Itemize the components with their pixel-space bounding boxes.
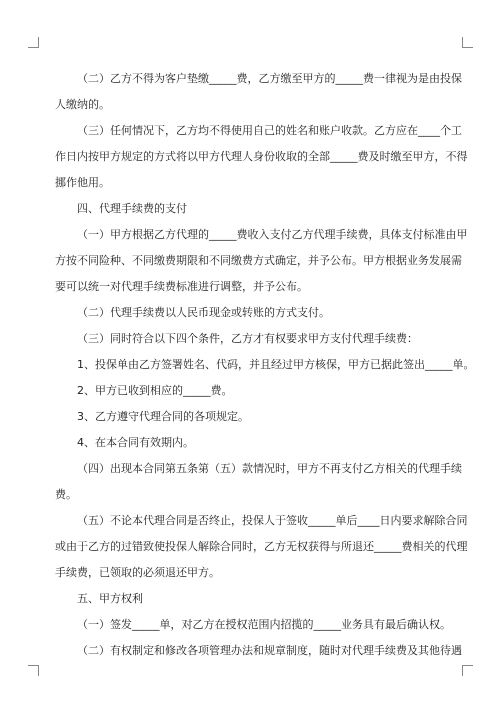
paragraph-text: （四）出现本合同第五条第（五）款情况时，甲方不再支付乙方相关的代理手续 <box>77 462 462 475</box>
paragraph-line <box>55 300 447 326</box>
paragraph-line <box>55 170 447 196</box>
paragraph-line <box>55 274 447 300</box>
paragraph-text: 2、甲方已收到相应的_____费。 <box>77 384 233 397</box>
paragraph-text: 手续费，已领取的必须退还甲方。 <box>55 566 220 579</box>
crop-mark-top-left <box>28 37 39 48</box>
paragraph-line <box>55 118 462 144</box>
paragraph-line <box>55 248 462 274</box>
paragraph-text: 费。 <box>55 488 77 501</box>
paragraph-line <box>55 612 451 638</box>
paragraph-line <box>55 482 447 508</box>
paragraph-text: 1、投保单由乙方签署姓名、代码，并且经过甲方核保，甲方已据此签出_____单。 <box>77 358 475 371</box>
paragraph-line <box>55 326 447 352</box>
paragraph-line <box>55 638 462 664</box>
paragraph-text: 挪作他用。 <box>55 176 110 189</box>
paragraph-line <box>55 196 447 222</box>
paragraph-line <box>55 586 447 612</box>
paragraph-text: 方按不同险种、不同缴费期限和不同缴费方式确定，并予公布。甲方根据业务发展需 <box>55 254 462 267</box>
paragraph-line <box>55 430 447 456</box>
paragraph-text: （三）任何情况下，乙方均不得使用自己的姓名和账户收款。乙方应在____个工 <box>77 124 462 137</box>
paragraph-text: （一）甲方根据乙方代理的_____费收入支付乙方代理手续费，具体支付标准由甲 <box>77 228 468 241</box>
paragraph-text: （二）代理手续费以人民币现金或转账的方式支付。 <box>77 306 330 319</box>
paragraph-text: （二）乙方不得为客户垫缴_____费，乙方缴至甲方的_____费一律视为是由投保 <box>77 72 462 85</box>
paragraph-line <box>55 508 468 534</box>
paragraph-text: （三）同时符合以下四个条件，乙方才有权要求甲方支付代理手续费： <box>77 332 418 345</box>
paragraph-line <box>55 534 468 560</box>
paragraph-line <box>55 352 475 378</box>
paragraph-line <box>55 404 447 430</box>
paragraph-text: 五、甲方权利 <box>77 592 143 605</box>
paragraph-text: 或由于乙方的过错致使投保人解除合同时，乙方无权获得与所退还_____费相关的代理 <box>55 540 468 553</box>
paragraph-text: 3、乙方遵守代理合同的各项规定。 <box>77 410 249 423</box>
crop-mark-top-right <box>462 37 473 48</box>
paragraph-text: 作日内按甲方规定的方式将以甲方代理人身份收取的全部_____费及时缴至甲方，不得 <box>55 150 468 163</box>
paragraph-text: 人缴纳的。 <box>55 98 110 111</box>
paragraph-text: 要可以统一对代理手续费标准进行调整，并予公布。 <box>55 280 308 293</box>
paragraph-text: （一）签发_____单，对乙方在授权范围内招揽的_____业务具有最后确认权。 <box>77 618 451 631</box>
paragraph-text: 四、代理手续费的支付 <box>77 202 187 215</box>
crop-mark-bottom-left <box>28 665 39 676</box>
document-body <box>55 66 475 664</box>
crop-mark-bottom-right <box>462 665 473 676</box>
paragraph-text: （五）不论本代理合同是否终止，投保人于签收_____单后____日内要求解除合同 <box>77 514 468 527</box>
paragraph-line <box>55 560 447 586</box>
paragraph-line <box>55 378 447 404</box>
paragraph-text: （二）有权制定和修改各项管理办法和规章制度，随时对代理手续费及其他待遇 <box>77 644 462 657</box>
paragraph-line <box>55 66 462 92</box>
paragraph-line <box>55 144 468 170</box>
paragraph-line <box>55 222 468 248</box>
paragraph-line <box>55 92 447 118</box>
paragraph-text: 4、在本合同有效期内。 <box>77 436 194 449</box>
paragraph-line <box>55 456 462 482</box>
